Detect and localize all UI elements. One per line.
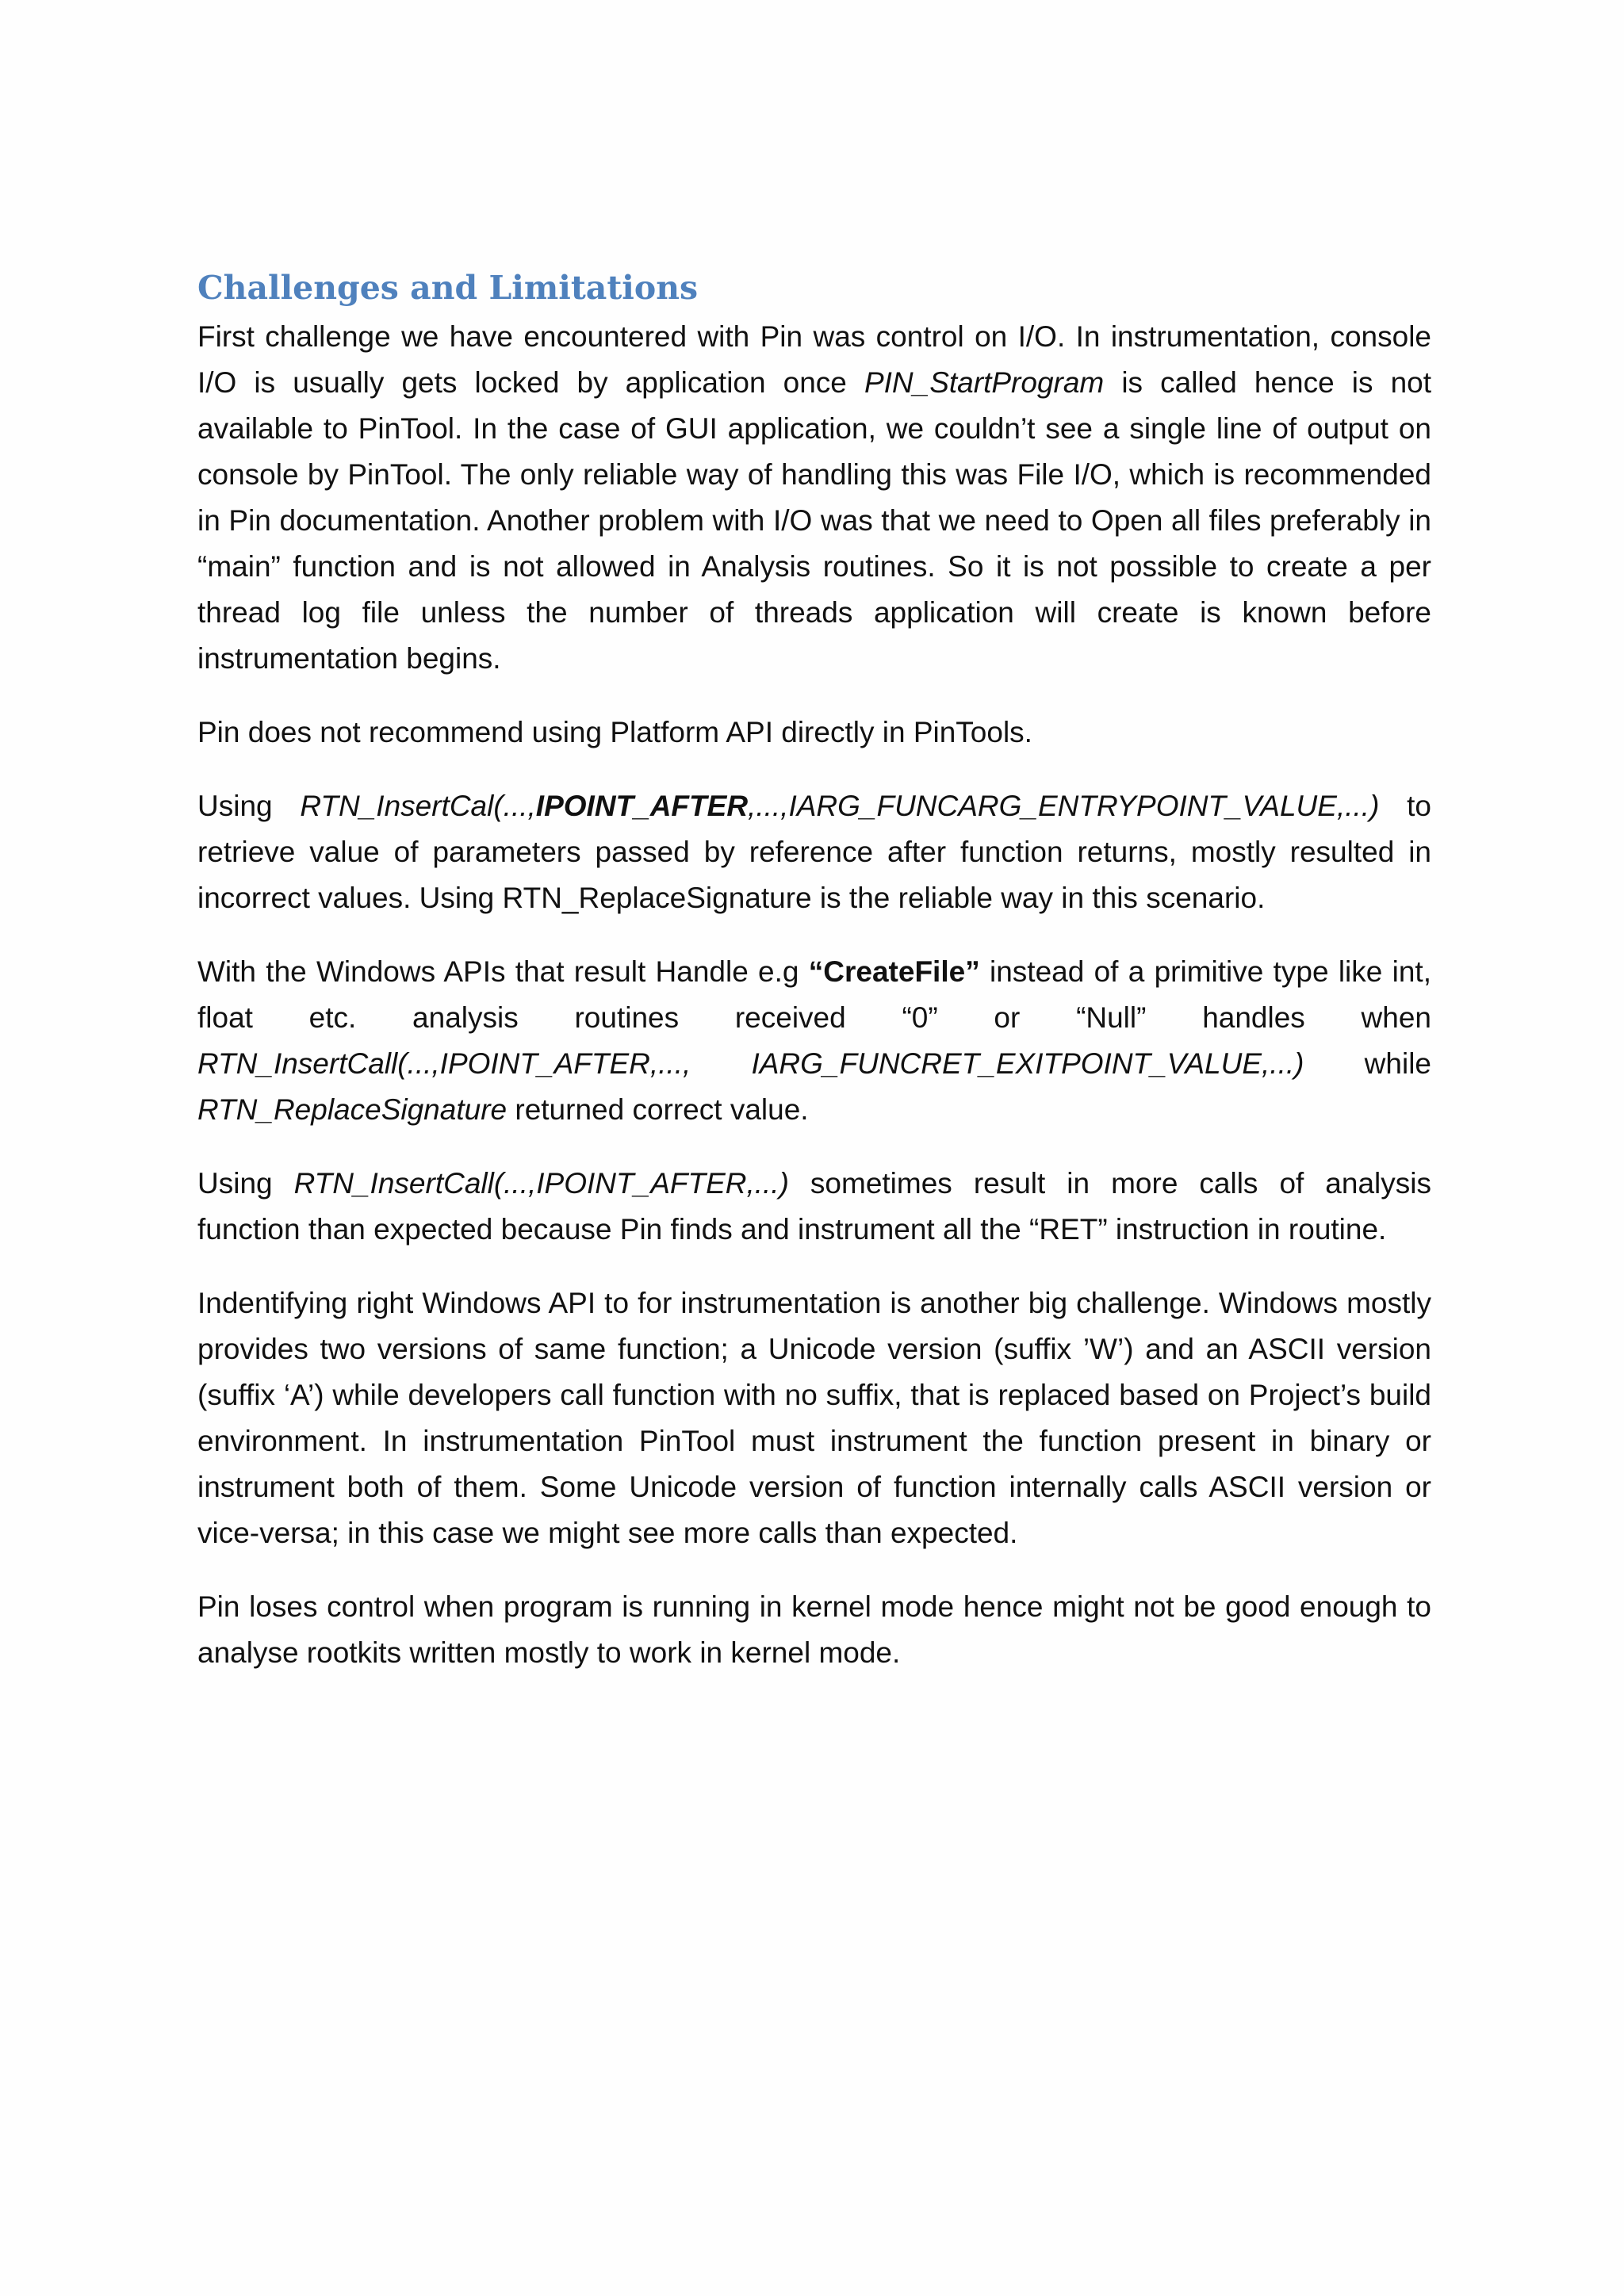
paragraph-insertcall-params: [197, 783, 1431, 921]
italic-run: RTN_InsertCall(...,IPOINT_AFTER,..., IARG_FUNCRET_EXITPOINT_VALUE,...): [197, 1047, 1304, 1080]
paragraph-windows-handles: [197, 949, 1431, 1133]
text-run: instead of a primitive type like int, float etc. analysis routines received “0” or “Null” handles when: [197, 955, 1431, 1034]
paragraph-io-control: [197, 314, 1431, 682]
italic-run: ,...,IARG_FUNCARG_ENTRYPOINT_VALUE,...): [748, 790, 1380, 822]
text-run: First challenge we have encountered with Pin was control on I/O. In instrumentation, console I/O is usually gets locked by application once: [197, 320, 1431, 399]
paragraph-ipoint-after: [197, 1161, 1431, 1253]
section-heading: Challenges and Limitations: [197, 269, 699, 307]
paragraph-windows-api-versions: Indentifying right Windows API to for instrumentation is another big challenge. Windows mostly provides two versions of same function; a Unicode version (suffix ’W’) and an ASCII version (suffix ‘A’) while developers call function with no suffix, that is replaced based on Project’s build environment. In instrumentation PinTool must instrument the function present in binary or instrument both of them. Some Unicode version of function internally calls ASCII version or vice-versa; in this case we might see more calls than expected.: [197, 1287, 1431, 1549]
italic-run: PIN_StartProgram: [864, 366, 1105, 399]
paragraph-platform-api: Pin does not recommend using Platform API directly in PinTools.: [197, 716, 1032, 748]
bold-run: “CreateFile”: [808, 955, 980, 988]
paragraph-kernel-mode: Pin loses control when program is running in kernel mode hence might not be good enough to analyse rootkits written mostly to work in kernel mode.: [197, 1590, 1431, 1669]
italic-run: RTN_InsertCall(...,IPOINT_AFTER,...): [293, 1167, 789, 1200]
text-run: Using: [197, 1167, 294, 1200]
text-run: Using: [197, 790, 301, 822]
document-body: [197, 262, 1431, 1704]
text-run: to retrieve value of parameters passed by reference after function returns, mostly resulted in incorrect values. Using RTN_ReplaceSignature is the reliable way in this scenario.: [197, 790, 1431, 914]
bold-italic-run: IPOINT_AFTER: [535, 790, 749, 822]
text-run: is called hence is not available to PinTool. In the case of GUI application, we couldn’t see a single line of output on console by PinTool. The only reliable way of handling this was File I/O, which is recommended in Pin documentation. Another problem with I/O was that we need to Open all files preferably in “main” function and is not allowed in Analysis routines. So it is not possible to create a per thread log file unless the number of threads application will create is known before instrumentation begins.: [197, 366, 1431, 675]
italic-run: RTN_InsertCal(...,: [300, 790, 536, 822]
italic-run: RTN_ReplaceSignature: [197, 1093, 508, 1126]
text-run: returned correct value.: [507, 1093, 809, 1126]
text-run: while: [1304, 1047, 1431, 1080]
text-run: sometimes result in more calls of analysis function than expected because Pin finds and instrument all the “RET” instruction in routine.: [197, 1167, 1431, 1246]
text-run: With the Windows APIs that result Handle e.g: [197, 955, 809, 988]
